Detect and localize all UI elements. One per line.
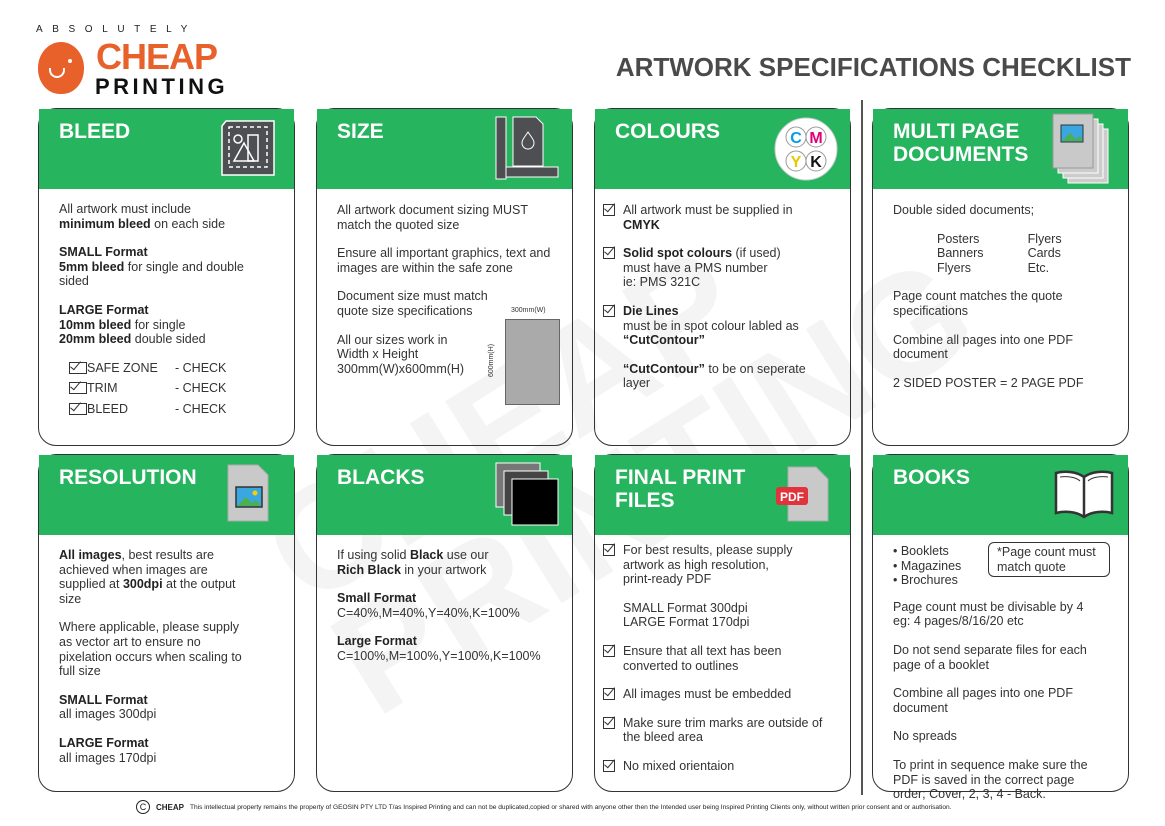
card-bleed — [38, 108, 295, 446]
bold-text: “CutContour” — [623, 361, 705, 376]
text: , best results are achieved when images are supplied at — [59, 548, 214, 592]
checkbox-icon — [603, 544, 615, 556]
text: Ensure that all text has been converted to outlines — [623, 643, 782, 673]
bold-text: Solid spot colours — [623, 246, 733, 261]
text: If using solid — [337, 548, 410, 562]
black-swatches-icon — [496, 463, 556, 523]
text: on each side — [150, 216, 226, 231]
format-item: Banners — [937, 246, 984, 261]
card-body — [595, 535, 850, 774]
check-status: - CHECK — [175, 401, 227, 416]
card-header — [317, 109, 572, 189]
checkbox-icon — [69, 382, 87, 394]
card-final-print — [594, 454, 851, 792]
logo-absolutely: ABSOLUTELY — [36, 24, 197, 35]
check-label: SAFE ZONE — [87, 360, 158, 375]
bold-text: 20mm bleed — [59, 332, 132, 347]
paragraph — [337, 203, 552, 232]
paragraph — [59, 303, 274, 347]
card-title: FINAL PRINT FILES — [615, 466, 746, 512]
text: for single — [134, 317, 186, 332]
bullet-item: • Brochures — [893, 573, 958, 588]
paragraph — [59, 548, 274, 606]
bold-text: Small Format — [337, 591, 417, 606]
text: All artwork must be supplied in — [623, 203, 793, 217]
text: All our sizes work in Width x Height 300mm(W)x600mm(H) — [337, 332, 465, 376]
bold-text: 300dpi — [122, 577, 163, 592]
bold-text: LARGE Format — [59, 735, 149, 750]
text: for single and double sided — [59, 259, 244, 289]
checklist-item — [603, 644, 830, 673]
bold-text: Rich Black — [337, 562, 401, 577]
text: Document size must match quote size specifications — [337, 289, 488, 318]
paragraph — [893, 758, 1108, 802]
paragraph — [623, 362, 830, 391]
bird-icon — [38, 42, 84, 94]
check-status: - CHECK — [175, 381, 227, 396]
text: To print in sequence make sure the PDF is saved in the correct page order; Cover, 2, 3, 4 - Back. — [893, 757, 1088, 802]
logo — [36, 22, 236, 100]
bold-text: minimum bleed — [59, 216, 151, 231]
text: (if used) must have a PMS number ie: PMS 321C — [623, 246, 781, 290]
paragraph — [337, 634, 552, 663]
copyright-icon: C — [136, 800, 150, 814]
bold-text: All images — [59, 548, 122, 562]
card-body — [39, 189, 294, 417]
checklist-text — [623, 759, 734, 774]
paragraph — [893, 333, 1108, 362]
open-book-icon — [1052, 463, 1112, 523]
svg-text:C: C — [790, 130, 802, 147]
card-header — [317, 455, 572, 535]
paragraph — [893, 376, 1108, 391]
text: All images must be embedded — [623, 687, 792, 702]
card-size — [316, 108, 573, 446]
checklist-item — [603, 203, 830, 232]
divider — [861, 100, 863, 795]
text: Where applicable, please supply as vector art to ensure no pixelation occurs when scaling to full size — [59, 620, 242, 679]
paragraph — [893, 686, 1108, 715]
bold-text: Black — [409, 548, 444, 562]
checklist-text — [623, 246, 781, 290]
check-status: - CHECK — [175, 360, 227, 375]
checklist-text — [623, 543, 793, 587]
format-item: Flyers — [937, 260, 972, 275]
paragraph — [337, 289, 552, 318]
card-books — [872, 454, 1129, 802]
svg-text:M: M — [809, 130, 823, 147]
page-title: ARTWORK SPECIFICATIONS CHECKLIST — [615, 52, 1131, 82]
checklist-item — [603, 543, 830, 587]
card-title: COLOURS — [615, 120, 720, 143]
checkbox-icon — [603, 688, 615, 700]
logo-printing: PRINTING — [95, 74, 229, 99]
logo-cheap: CHEAP — [96, 36, 218, 77]
paragraph — [893, 289, 1108, 318]
pdf-file-icon — [774, 463, 834, 523]
text: Page count must be divisable by 4 eg: 4 pages/8/16/20 etc — [893, 599, 1084, 629]
card-header — [39, 455, 294, 535]
paragraph — [893, 729, 1108, 744]
size-diagram — [488, 307, 569, 419]
checklist-item — [603, 687, 830, 702]
format-item: Cards — [1027, 246, 1061, 261]
svg-text:Y: Y — [790, 154, 802, 171]
bold-text: Die Lines — [623, 303, 679, 318]
checkbox-icon — [69, 403, 87, 415]
text: No spreads — [893, 729, 957, 744]
checklist-item — [603, 716, 830, 745]
bold-text: SMALL Format — [59, 692, 148, 707]
text: 2 SIDED POSTER = 2 PAGE PDF — [893, 375, 1084, 390]
card-title: BOOKS — [893, 466, 971, 489]
checkbox-icon — [603, 305, 615, 317]
card-body — [39, 535, 294, 765]
checklist-text — [623, 716, 822, 745]
paragraph — [893, 203, 1108, 218]
card-blacks — [316, 454, 573, 792]
page-count-note: *Page count must match quote — [988, 542, 1110, 577]
paragraph — [59, 620, 274, 678]
format-item: Etc. — [1027, 260, 1050, 275]
footer — [136, 800, 952, 814]
format-columns — [937, 232, 1108, 276]
card-body — [595, 189, 850, 391]
card-title: BLACKS — [337, 466, 425, 489]
bleed-image-icon — [218, 117, 278, 177]
text: SMALL Format 300dpi LARGE Format 170dpi — [623, 600, 750, 630]
paragraph — [893, 600, 1108, 629]
text: No mixed orientaion — [623, 758, 735, 773]
card-header — [39, 109, 294, 189]
checklist-item — [603, 759, 830, 774]
bold-text: CMYK — [623, 217, 660, 232]
check-label: BLEED — [87, 401, 128, 416]
checklist-item — [603, 304, 830, 348]
text: C=100%,M=100%,Y=100%,K=100% — [337, 648, 541, 663]
text: in your artwork — [400, 562, 487, 577]
check-label: TRIM — [87, 381, 118, 396]
card-multi-page — [872, 108, 1129, 446]
checkbox-icon — [603, 645, 615, 657]
card-body — [873, 535, 1128, 802]
svg-text:K: K — [810, 154, 822, 171]
text: all images 170dpi — [59, 750, 157, 765]
card-title: BLEED — [59, 120, 131, 143]
bullet-section — [893, 544, 1108, 588]
format-column — [937, 232, 984, 276]
text: double sided — [131, 332, 206, 347]
text: Do not send separate files for each page of a booklet — [893, 642, 1087, 672]
text: C=40%,M=40%,Y=40%,K=100% — [337, 605, 520, 620]
bold-text: LARGE Format 10mm bleed — [59, 302, 149, 332]
text: to be on seperate layer — [623, 361, 806, 391]
footer-logo: CHEAP — [156, 802, 185, 812]
checklist-item — [603, 246, 830, 290]
text: use our — [446, 548, 489, 562]
text: all images 300dpi — [59, 707, 157, 722]
width-label: 300mm(W) — [511, 307, 546, 314]
card-title: RESOLUTION — [59, 466, 197, 489]
paragraph — [337, 246, 552, 275]
checklist-text — [623, 644, 781, 673]
ruler-document-icon — [496, 117, 556, 177]
card-title: SIZE — [337, 120, 384, 143]
card-header — [873, 109, 1128, 189]
text: All artwork document sizing MUST match the quoted size — [337, 203, 529, 232]
card-header — [873, 455, 1128, 535]
check-list — [69, 361, 274, 417]
paragraph — [59, 245, 274, 289]
checkbox-icon — [69, 362, 87, 374]
paragraph — [337, 548, 552, 577]
svg-text:PDF: PDF — [780, 490, 804, 504]
text: Double sided documents; — [893, 203, 1035, 217]
text: at the output size — [59, 577, 236, 606]
text: For best results, please supply artwork as high resolution, print-ready PDF — [623, 543, 793, 587]
checkbox-icon — [603, 247, 615, 259]
checklist-text — [623, 304, 799, 348]
checkbox-icon — [603, 760, 615, 772]
card-title: MULTI PAGE DOCUMENTS — [893, 120, 1029, 166]
bullet-item: • Magazines — [893, 558, 962, 573]
checkbox-icon — [603, 204, 615, 216]
format-item: Posters — [937, 231, 980, 246]
bullet-item: • Booklets — [893, 544, 949, 558]
text: All artwork must include — [59, 202, 191, 216]
text: Ensure all important graphics, text and images are within the safe zone — [337, 246, 551, 275]
card-resolution — [38, 454, 295, 792]
text: Combine all pages into one PDF document — [893, 686, 1073, 715]
checkbox-icon — [603, 717, 615, 729]
bold-text: SMALL Format 5mm bleed — [59, 245, 148, 274]
card-body — [873, 189, 1128, 390]
card-header — [595, 109, 850, 189]
format-column — [1028, 232, 1062, 276]
stacked-pages-icon — [1052, 115, 1112, 187]
image-file-icon — [218, 463, 278, 523]
paragraph — [59, 736, 274, 765]
bold-text: “CutContour” — [623, 333, 705, 348]
page-rectangle — [505, 319, 560, 405]
card-body — [317, 535, 572, 664]
paragraph — [623, 601, 830, 630]
checklist-text — [623, 203, 793, 232]
format-item: Flyers — [1027, 231, 1062, 246]
footer-text: This intellectual property remains the property of GEOSIN PTY LTD T/as Inspired Printing and can not be duplicated,copied or shared with anyone other then the Intended user being Inspired Printing Clients only, without written prior consent and or authorisation. — [190, 803, 952, 811]
paragraph — [337, 591, 552, 620]
card-header — [595, 455, 850, 535]
bold-text: Large Format — [337, 634, 417, 649]
checklist-text — [623, 687, 791, 702]
text: must be in spot colour labled as — [623, 318, 799, 333]
paragraph — [59, 693, 274, 722]
text: Make sure trim marks are outside of the bleed area — [623, 715, 823, 745]
paragraph — [893, 643, 1108, 672]
height-label: 600mm(H) — [488, 343, 496, 378]
cmyk-icon — [774, 117, 834, 177]
paragraph — [59, 202, 274, 231]
card-colours — [594, 108, 851, 446]
text: Page count matches the quote specifications — [893, 289, 1063, 318]
text: Combine all pages into one PDF document — [893, 332, 1073, 362]
